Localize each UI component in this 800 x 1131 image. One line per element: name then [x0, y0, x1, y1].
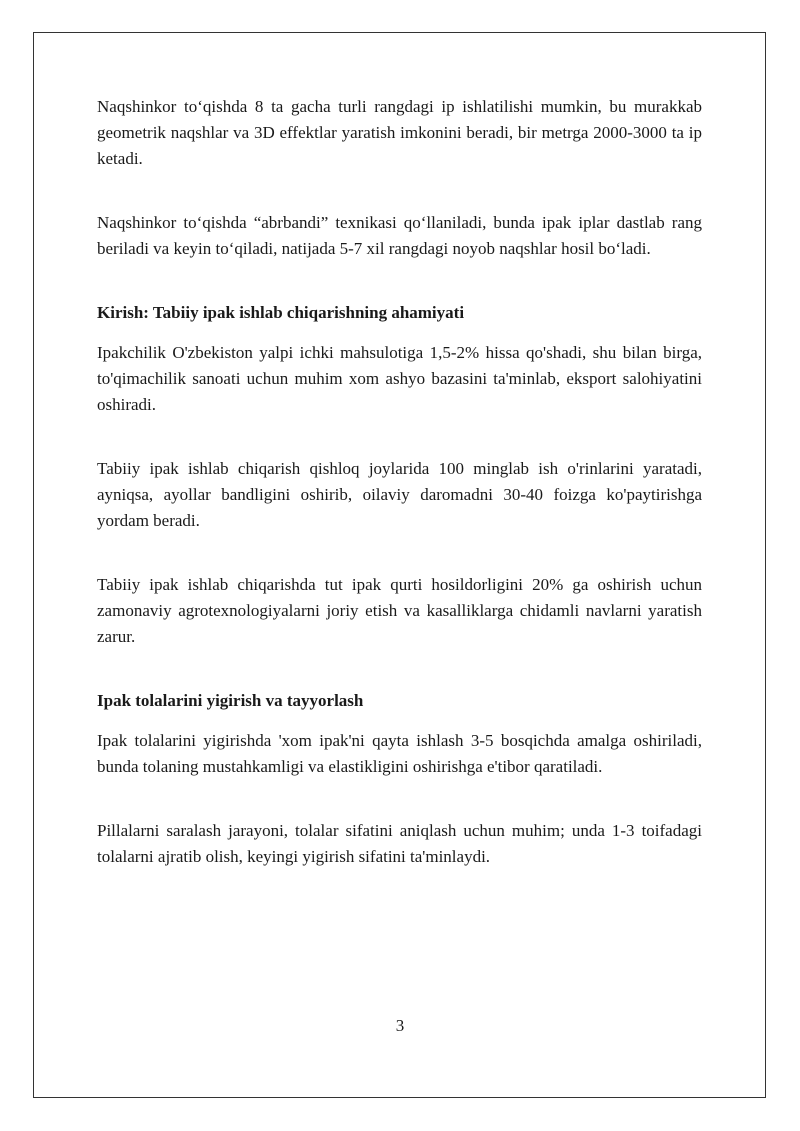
paragraph-1: Naqshinkor to‘qishda 8 ta gacha turli rangdagi ip ishlatilishi mumkin, bu murakkab geometrik naqshlar va 3D effektlar yaratish imkonini beradi, bir metrga 2000-3000 ta ip ketadi. — [97, 97, 702, 168]
page-number: 3 — [395, 1016, 405, 1035]
document-body — [97, 94, 702, 870]
paragraph-4: Tabiiy ipak ishlab chiqarish qishloq joylarida 100 minglab ish o'rinlarini yaratadi, ayniqsa, ayollar bandligini oshirib, oilaviy daromadni 30-40 foizga ko'paytirishga yordam beradi. — [97, 459, 702, 530]
paragraph-6: Ipak tolalarini yigirishda 'xom ipak'ni qayta ishlash 3-5 bosqichda amalga oshiriladi, bunda tolaning mustahkamligi va elastikligini oshirishga e'tibor qaratiladi. — [97, 731, 702, 776]
section-heading-spinning: Ipak tolalarini yigirish va tayyorlash — [97, 691, 364, 710]
section-heading-introduction: Kirish: Tabiiy ipak ishlab chiqarishning ahamiyati — [97, 303, 465, 322]
paragraph-7: Pillalarni saralash jarayoni, tolalar sifatini aniqlash uchun muhim; unda 1-3 toifadagi tolalarni ajratib olish, keyingi yigirish sifatini ta'minlaydi. — [97, 821, 702, 866]
paragraph-3: Ipakchilik O'zbekiston yalpi ichki mahsulotiga 1,5-2% hissa qo'shadi, shu bilan birga, to'qimachilik sanoati uchun muhim xom ashyo bazasini ta'minlab, eksport salohiyatini oshiradi. — [97, 343, 702, 414]
paragraph-2: Naqshinkor to‘qishda “abrbandi” texnikasi qo‘llaniladi, bunda ipak iplar dastlab rang beriladi va keyin to‘qiladi, natijada 5-7 xil rangdagi noyob naqshlar hosil bo‘ladi. — [97, 213, 702, 258]
paragraph-5: Tabiiy ipak ishlab chiqarishda tut ipak qurti hosildorligini 20% ga oshirish uchun zamonaviy agrotexnologiyalarni joriy etish va kasalliklarga chidamli navlarni yaratish zarur. — [97, 575, 702, 646]
